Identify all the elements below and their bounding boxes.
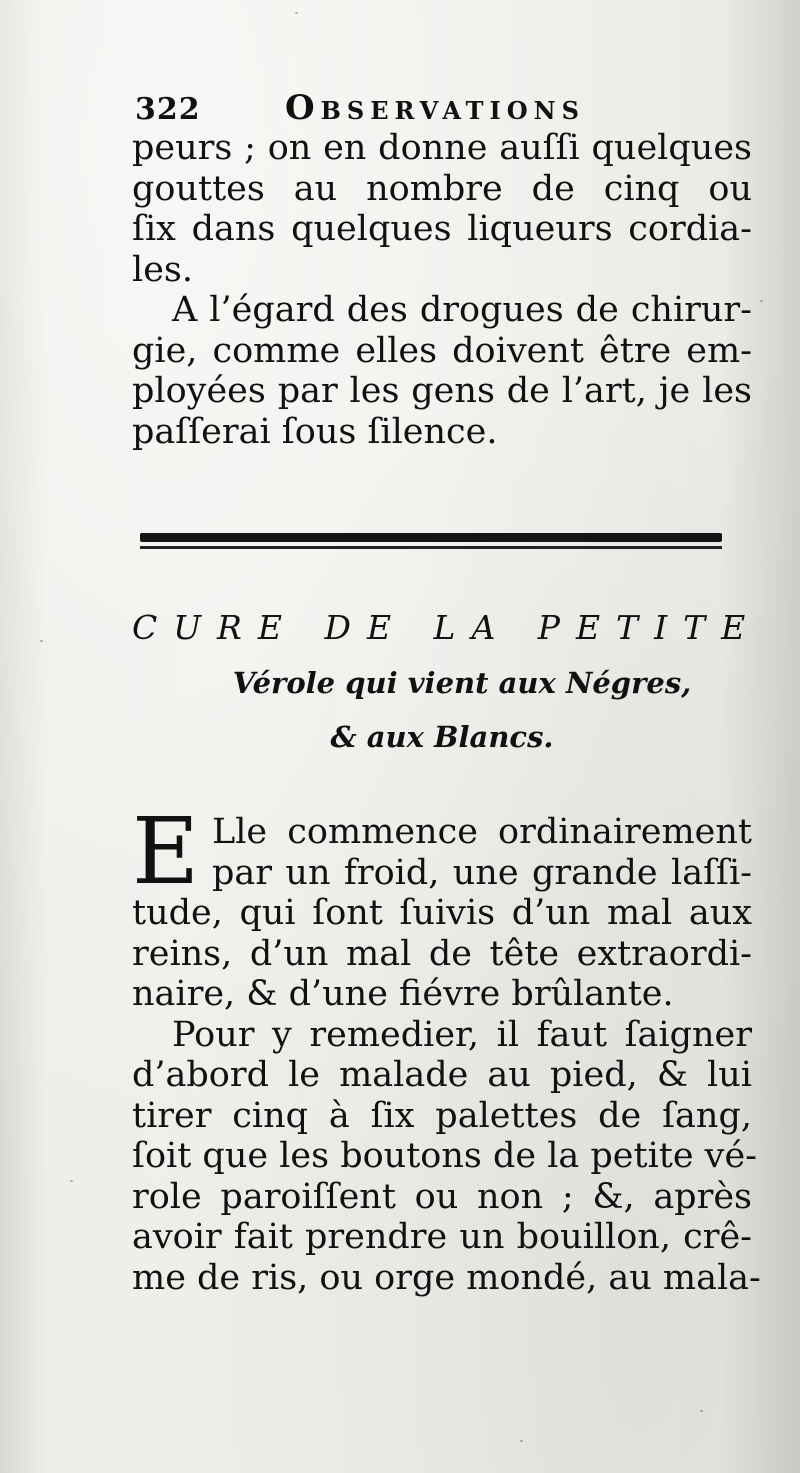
text-line: me de ris, ou orge mondé, au mala- — [132, 1257, 761, 1298]
divider-thick-rule — [140, 533, 722, 542]
running-title: Observations — [285, 88, 585, 128]
section-divider — [140, 533, 722, 549]
text-line: Lle commence ordinairement — [212, 812, 752, 852]
paper-speck — [520, 1440, 523, 1442]
section-subtitle: & aux Blancs. — [330, 720, 554, 754]
paper-speck — [295, 12, 298, 14]
text-line: ployées par les gens de l’art, je les — [132, 371, 752, 411]
top-text-block — [132, 128, 752, 452]
section-subtitle: Vérole qui vient aux Négres, — [232, 666, 692, 700]
paper-speck — [700, 1410, 703, 1412]
text-line: role paroiſſent ou non ; &, après — [132, 1176, 752, 1217]
paper-speck — [70, 1180, 73, 1182]
text-line: Pour y remedier, il faut ſaigner — [172, 1014, 752, 1055]
body-text-block — [132, 798, 761, 1298]
text-line: A l’égard des drogues de chirur- — [172, 290, 752, 330]
text-line: gouttes au nombre de cinq ou — [132, 168, 752, 209]
text-line: naire, & d’une fiévre brûlante. — [132, 974, 674, 1014]
divider-thin-rule — [140, 546, 722, 549]
text-line: les. — [132, 249, 193, 290]
text-line: paſſerai ſous ſilence. — [132, 411, 498, 452]
text-line: tude, qui ſont ſuivis d’un mal aux — [132, 893, 752, 933]
drop-cap: E — [132, 798, 200, 905]
paper-speck — [760, 300, 763, 302]
page-header — [135, 84, 655, 130]
text-line: avoir fait prendre un bouillon, crê- — [132, 1217, 752, 1257]
text-line: peurs ; on en donne auſſi quelques — [132, 128, 752, 168]
text-line: d’abord le malade au pied, & lui — [132, 1055, 752, 1095]
page-number: 322 — [135, 92, 201, 127]
text-line: par un froid, une grande laſſi- — [212, 852, 752, 893]
text-line: ſoit que les boutons de la petite vé- — [132, 1136, 757, 1176]
text-line: reins, d’un mal de tête extraordi- — [132, 933, 752, 974]
section-title: CURE DE LA PETITE — [132, 608, 762, 647]
text-line: tirer cinq à ſix palettes de ſang, — [132, 1095, 752, 1136]
paper-speck — [40, 640, 43, 642]
text-line: ſix dans quelques liqueurs cordia- — [132, 209, 752, 249]
text-line: gie, comme elles doivent être em- — [132, 330, 752, 371]
